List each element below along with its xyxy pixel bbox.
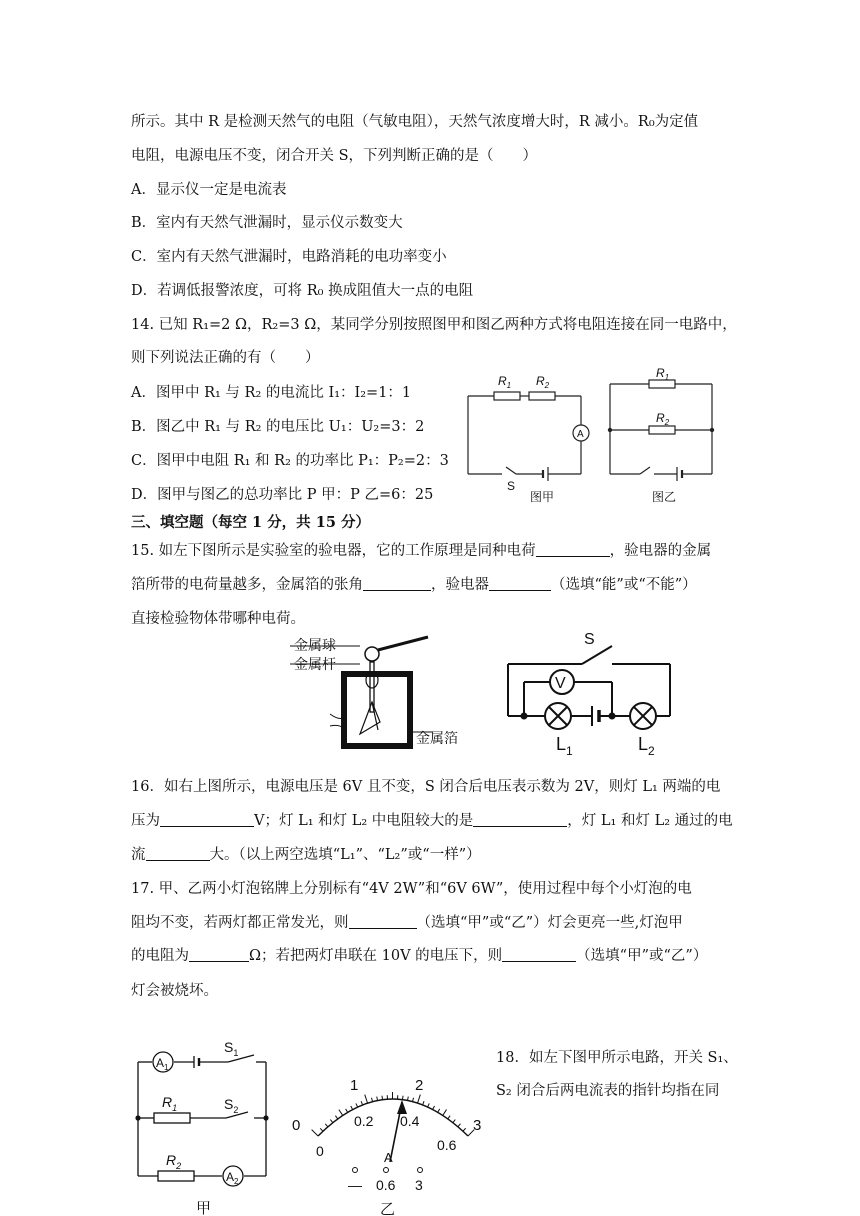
switch-icon bbox=[506, 467, 516, 474]
svg-text:S: S bbox=[584, 631, 595, 648]
svg-text:0.6: 0.6 bbox=[376, 1177, 396, 1193]
resistor-r1 bbox=[494, 392, 520, 400]
dial-tick bbox=[403, 1096, 404, 1100]
figure-yi-parallel-circuit bbox=[604, 366, 720, 506]
answer-blank[interactable] bbox=[349, 913, 417, 929]
dial-arc bbox=[318, 1099, 468, 1136]
svg-text:A: A bbox=[577, 429, 584, 440]
svg-text:图乙: 图乙 bbox=[652, 490, 677, 504]
q14-option-c: C．图甲中电阻 R₁ 和 R₂ 的功率比 P₁：P₂=2：3 bbox=[131, 453, 449, 469]
q14-option-b: B．图乙中 R₁ 与 R₂ 的电压比 U₁：U₂=3：2 bbox=[131, 419, 425, 435]
svg-text:图甲: 图甲 bbox=[530, 490, 555, 504]
dial-tick bbox=[418, 1095, 421, 1104]
switch-icon bbox=[582, 646, 612, 664]
q17-line-2: 阻均不变，若两灯都正常发光，则 （选填“甲”或“乙”）灯会更亮一些,灯泡甲 bbox=[131, 915, 683, 931]
figure-18-yi-ammeter-dial bbox=[290, 1070, 490, 1216]
svg-text:R2: $R_2$ bbox=[166, 1152, 182, 1171]
q13-option-c: C．室内有天然气泄漏时，电路消耗的电功率变小 bbox=[131, 249, 447, 265]
q16-line-3: 流 大。（以上两空选填“L₁”、“L₂”或“一样”） bbox=[131, 847, 481, 863]
dial-tick bbox=[372, 1098, 373, 1102]
dial-tick bbox=[438, 1109, 440, 1112]
answer-blank[interactable] bbox=[489, 575, 551, 591]
resistor-r2 bbox=[158, 1171, 194, 1181]
dial-tick bbox=[356, 1103, 358, 1107]
switch-s1-icon bbox=[228, 1055, 254, 1062]
svg-text:0.6: 0.6 bbox=[437, 1137, 457, 1153]
dial-tick bbox=[361, 1101, 362, 1105]
svg-text:L2: $L_2$ bbox=[638, 734, 655, 758]
dial-tick bbox=[365, 1095, 368, 1104]
figure-16-lamp-circuit bbox=[500, 628, 680, 762]
svg-text:—: — bbox=[348, 1177, 362, 1193]
svg-text:乙: 乙 bbox=[380, 1201, 396, 1216]
q13-option-a: A．显示仪一定是电流表 bbox=[131, 182, 287, 198]
q16-line-2: 压为 V；灯 L₁ 和灯 L₂ 中电阻较大的是 ，灯 L₁ 和灯 L₂ 通过的电 bbox=[131, 813, 733, 829]
answer-blank[interactable] bbox=[536, 541, 610, 557]
svg-text:S2: $S_2$ bbox=[224, 1096, 239, 1115]
metal-ball-icon bbox=[365, 647, 379, 661]
dial-tick bbox=[433, 1106, 435, 1110]
svg-text:0.4: 0.4 bbox=[400, 1113, 420, 1129]
dial-tick bbox=[382, 1096, 383, 1100]
svg-text:R2: $R_2$ bbox=[656, 411, 670, 427]
svg-text:A1: $A_1$ bbox=[156, 1056, 169, 1072]
resistor-r2 bbox=[649, 426, 675, 434]
answer-blank[interactable] bbox=[189, 946, 249, 962]
resistor-r2 bbox=[529, 392, 555, 400]
svg-text:金属杆: 金属杆 bbox=[294, 656, 336, 672]
dial-tick bbox=[325, 1124, 328, 1127]
q14-option-d: D．图甲与图乙的总功率比 P 甲：P 乙=6：25 bbox=[131, 487, 434, 503]
switch-icon bbox=[640, 467, 650, 474]
dial-tick bbox=[458, 1124, 461, 1127]
dial-tick bbox=[443, 1110, 447, 1116]
resistor-r1 bbox=[154, 1113, 190, 1123]
answer-blank[interactable] bbox=[502, 946, 576, 962]
svg-text:0: 0 bbox=[292, 1117, 301, 1134]
dial-tick bbox=[351, 1106, 353, 1110]
answer-blank[interactable] bbox=[160, 811, 254, 827]
svg-text:2: 2 bbox=[415, 1077, 424, 1094]
svg-text:金属箔: 金属箔 bbox=[416, 730, 458, 746]
resistor-r1 bbox=[649, 380, 675, 388]
dial-tick bbox=[312, 1130, 318, 1136]
metal-foil-icon bbox=[360, 702, 380, 734]
svg-text:R1: $R_1$ bbox=[656, 366, 670, 382]
answer-blank[interactable] bbox=[363, 575, 431, 591]
svg-text:R1: $R_1$ bbox=[162, 1094, 178, 1113]
q17-line-1: 17. 甲、乙两小灯泡铭牌上分别标有“4V 2W”和“6V 6W”，使用过程中每个小灯泡的电 bbox=[131, 881, 692, 897]
q14-line-1: 14. 已知 R₁=2 Ω，R₂=3 Ω，某同学分别按照图甲和图乙两种方式将电阻连接在同一电路中， bbox=[131, 317, 737, 333]
dial-tick bbox=[335, 1116, 337, 1119]
q13-line-2: 电阻，电源电压不变，闭合开关 S，下列判断正确的是（ ） bbox=[131, 148, 538, 164]
dial-tick bbox=[453, 1120, 455, 1123]
svg-text:S: S bbox=[507, 479, 516, 493]
svg-text:A: A bbox=[384, 1150, 393, 1165]
svg-text:金属球: 金属球 bbox=[294, 637, 336, 653]
q17-line-4: 灯会被烧坏。 bbox=[131, 983, 218, 999]
q15-line-2: 箔所带的电荷量越多，金属箔的张角 ，验电器 （选填“能”或“不能”） bbox=[131, 577, 697, 593]
dial-tick bbox=[339, 1110, 343, 1116]
svg-text:0.2: 0.2 bbox=[354, 1113, 374, 1129]
svg-text:0: 0 bbox=[316, 1143, 324, 1159]
svg-text:1: 1 bbox=[350, 1077, 359, 1094]
q17-line-3: 的电阻为 Ω；若把两灯串联在 10V 的电压下，则 （选填“甲”或“乙”） bbox=[131, 948, 708, 964]
electroscope-figure bbox=[290, 634, 465, 752]
svg-text:甲: 甲 bbox=[196, 1200, 212, 1216]
dial-tick bbox=[448, 1116, 450, 1119]
svg-text:3: 3 bbox=[415, 1177, 423, 1193]
dial-tick bbox=[346, 1109, 348, 1112]
q15-line-1: 15. 如左下图所示是实验室的验电器，它的工作原理是同种电荷 ，验电器的金属 bbox=[131, 543, 712, 559]
svg-text:A2: $A_2$ bbox=[226, 1170, 239, 1186]
dial-tick bbox=[423, 1101, 424, 1105]
q18-line-1: 18．如左下图甲所示电路，开关 S₁、 bbox=[496, 1050, 738, 1066]
q14-line-2: 则下列说法正确的有（ ） bbox=[131, 350, 320, 366]
svg-text:R1: $R_1$ bbox=[498, 374, 512, 390]
q13-line-1: 所示。其中 R 是检测天然气的电阻（气敏电阻），天然气浓度增大时，R 减小。R₀为定值 bbox=[131, 114, 699, 130]
q15-line-3: 直接检验物体带哪种电荷。 bbox=[131, 611, 305, 627]
answer-blank[interactable] bbox=[146, 845, 210, 861]
svg-text:V: V bbox=[555, 675, 566, 692]
svg-text:S1: $S_1$ bbox=[224, 1040, 239, 1058]
figure-18-jia-circuit bbox=[128, 1040, 274, 1216]
dial-tick bbox=[320, 1128, 323, 1131]
figure-jia-series-circuit bbox=[462, 368, 590, 506]
dial-tick bbox=[428, 1103, 430, 1107]
dial-tick bbox=[463, 1128, 466, 1131]
q16-line-1: 16．如右上图所示，电源电压是 6V 且不变，S 闭合后电压表示数为 2V，则灯 L₁ 两端的电 bbox=[131, 779, 721, 795]
q13-option-d: D．若调低报警浓度，可将 R₀ 换成阻值大一点的电阻 bbox=[131, 283, 474, 299]
svg-text:R2: $R_2$ bbox=[536, 374, 550, 390]
dial-tick bbox=[330, 1120, 332, 1123]
section-heading: 三、填空题（每空 1 分，共 15 分） bbox=[131, 514, 370, 531]
q18-line-2: S₂ 闭合后两电流表的指针均指在同 bbox=[496, 1083, 720, 1099]
q14-option-a: A．图甲中 R₁ 与 R₂ 的电流比 I₁：I₂=1：1 bbox=[131, 385, 412, 401]
q13-option-b: B．室内有天然气泄漏时，显示仪示数变大 bbox=[131, 215, 403, 231]
dial-tick bbox=[413, 1098, 414, 1102]
svg-text:3: 3 bbox=[473, 1117, 482, 1134]
svg-text:L1: $L_1$ bbox=[556, 734, 573, 758]
answer-blank[interactable] bbox=[473, 811, 567, 827]
